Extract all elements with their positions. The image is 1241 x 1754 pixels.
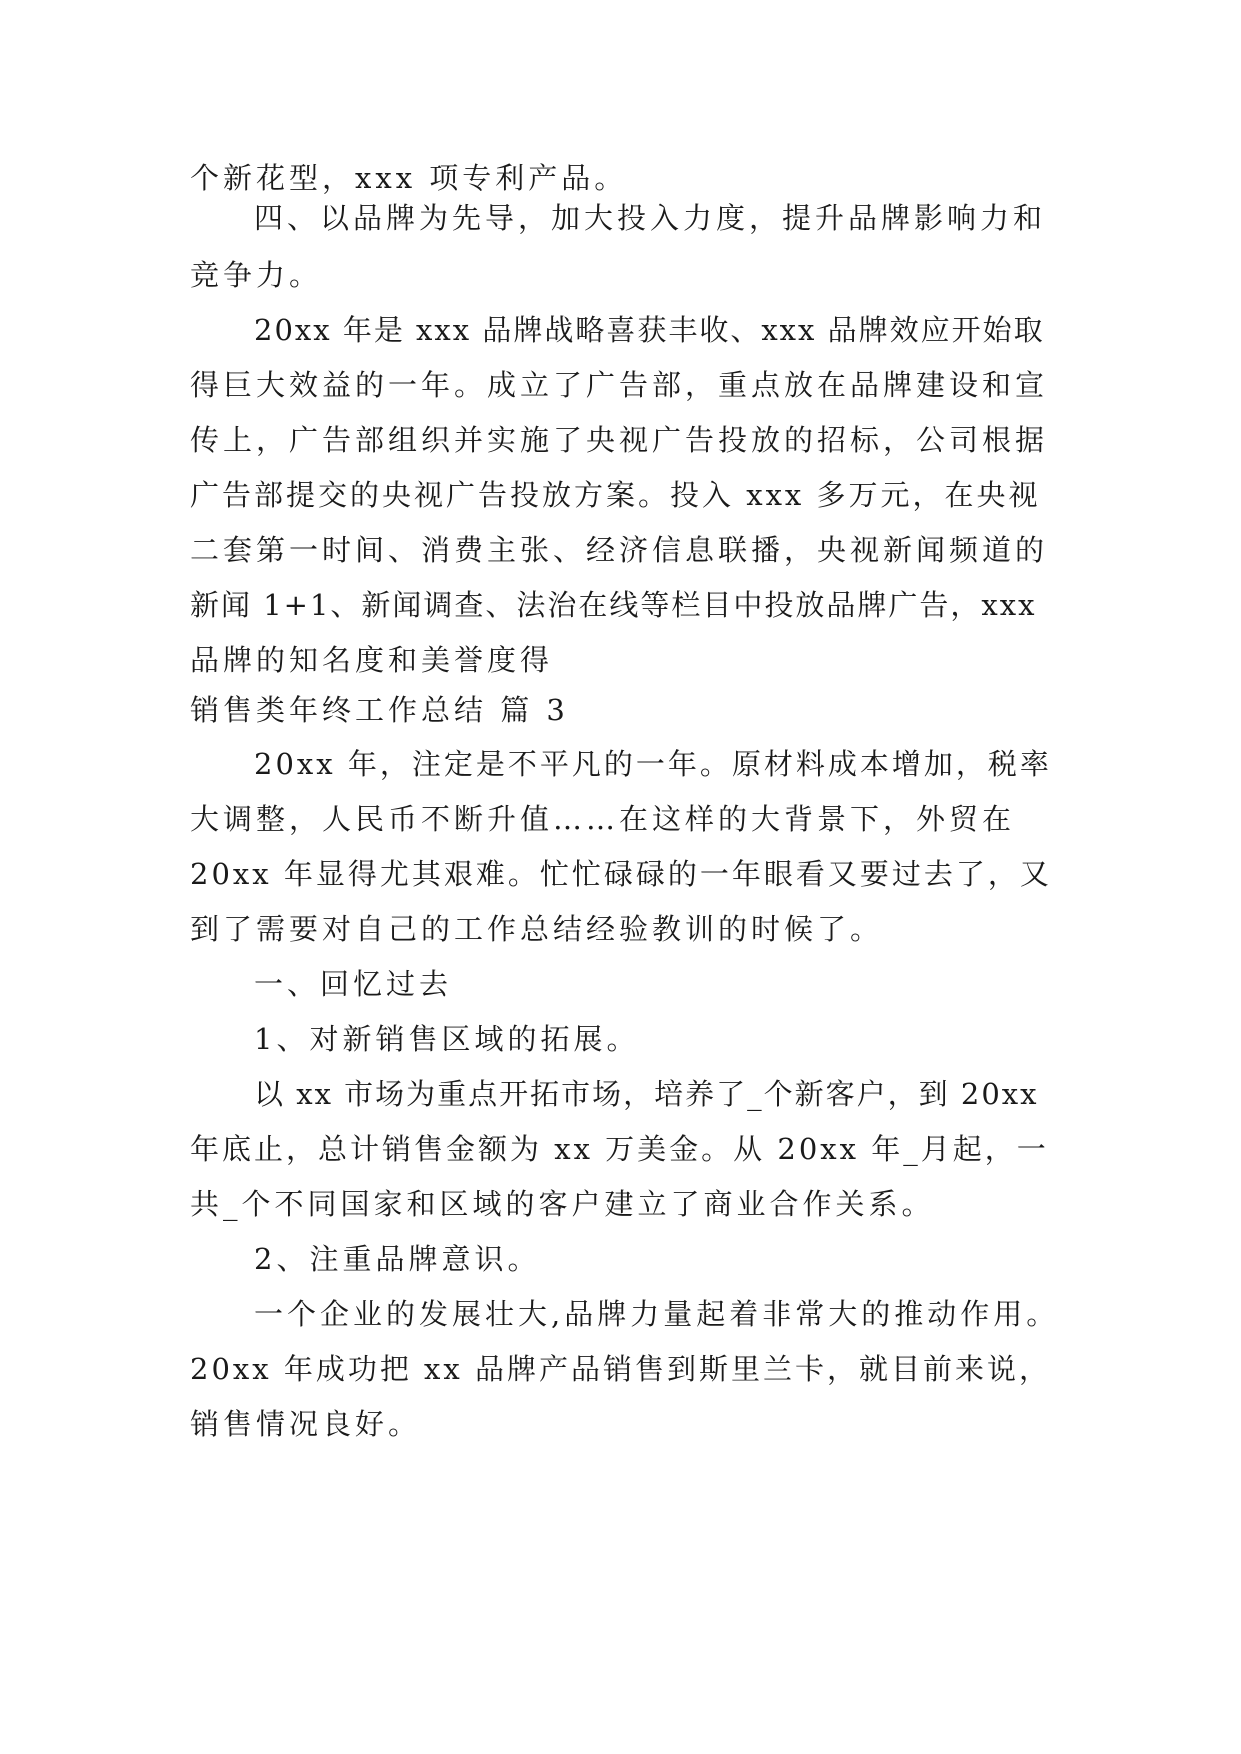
text-line: 年底止，总计销售金额为 xx 万美金。从 20xx 年_月起，一	[190, 1132, 1049, 1166]
text-line: 竞争力。	[190, 258, 323, 292]
text-line: 得巨大效益的一年。成立了广告部，重点放在品牌建设和宣	[190, 368, 1049, 402]
text-line: 20xx 年成功把 xx 品牌产品销售到斯里兰卡，就目前来说，	[190, 1352, 1051, 1386]
text-line: 广告部提交的央视广告投放方案。投入 xxx 多万元，在央视	[190, 478, 1041, 512]
text-line: 新闻 1+1、新闻调查、法治在线等栏目中投放品牌广告，xxx	[190, 588, 1037, 622]
text-line: 20xx 年，注定是不平凡的一年。原材料成本增加，税率	[254, 747, 1052, 781]
text-line: 销售情况良好。	[190, 1407, 422, 1441]
text-line: 以 xx 市场为重点开拓市场，培养了_个新客户，到 20xx	[254, 1077, 1039, 1111]
text-line: 20xx 年显得尤其艰难。忙忙碌碌的一年眼看又要过去了，又	[190, 857, 1052, 891]
text-line: 一、回忆过去	[254, 967, 453, 1001]
text-line: 共_个不同国家和区域的客户建立了商业合作关系。	[190, 1187, 935, 1221]
text-line: 2、注重品牌意识。	[254, 1242, 541, 1276]
section-heading: 销售类年终工作总结 篇 3	[190, 693, 569, 727]
text-line: 品牌的知名度和美誉度得	[190, 643, 554, 677]
text-line: 20xx 年是 xxx 品牌战略喜获丰收、xxx 品牌效应开始取	[254, 313, 1045, 347]
text-line: 传上，广告部组织并实施了央视广告投放的招标，公司根据	[190, 423, 1049, 457]
text-line: 一个企业的发展壮大,品牌力量起着非常大的推动作用。	[254, 1297, 1060, 1331]
text-line: 大调整，人民币不断升值……在这样的大背景下，外贸在	[190, 802, 1016, 836]
text-line: 到了需要对自己的工作总结经验教训的时候了。	[190, 912, 884, 946]
text-line: 四、以品牌为先导，加大投入力度，提升品牌影响力和	[254, 201, 1047, 235]
text-line: 个新花型，xxx 项专利产品。	[190, 161, 628, 195]
text-line: 1、对新销售区域的拓展。	[254, 1022, 640, 1056]
text-line: 二套第一时间、消费主张、经济信息联播，央视新闻频道的	[190, 533, 1049, 567]
